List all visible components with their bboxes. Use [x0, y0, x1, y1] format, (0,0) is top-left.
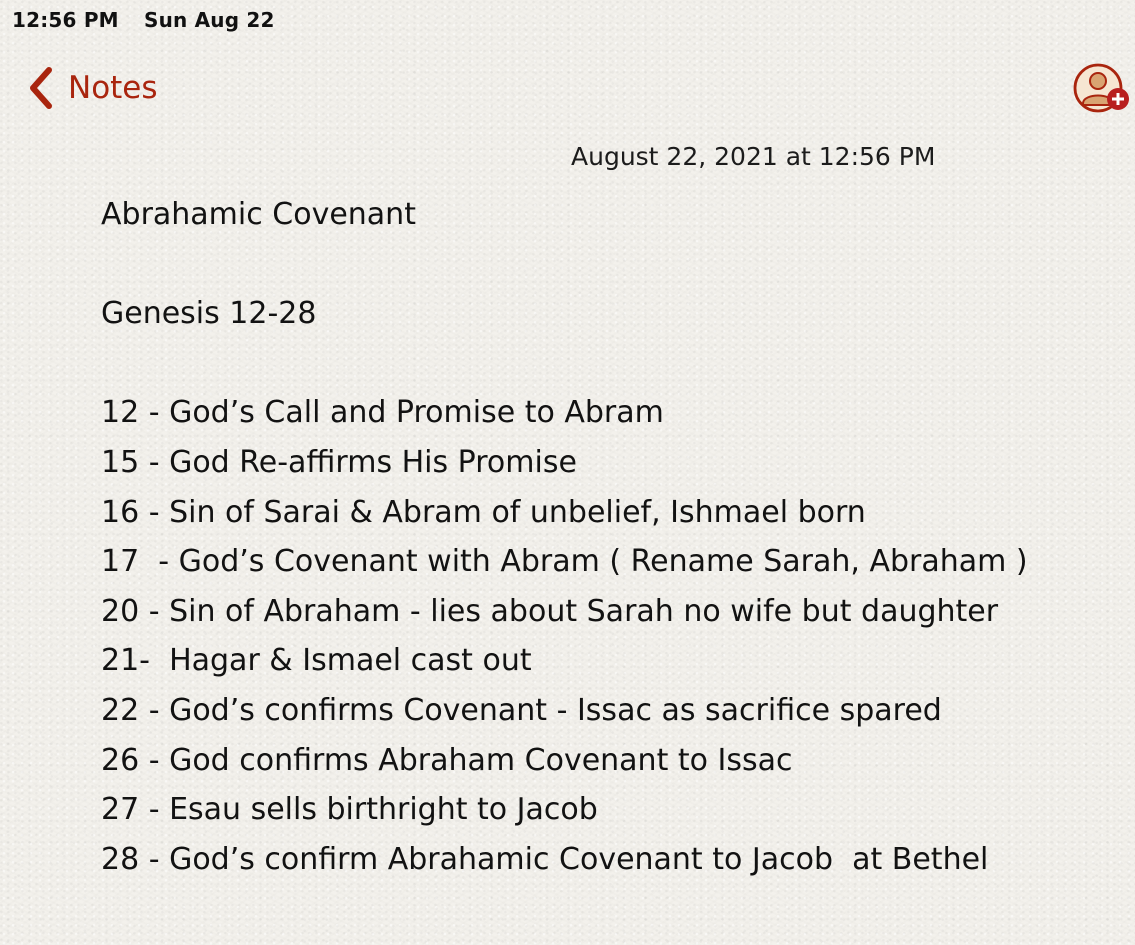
note-line: 22 - God’s confirms Covenant - Issac as sacrifice spared [101, 692, 942, 728]
add-people-button[interactable] [1071, 62, 1131, 118]
status-date: Sun Aug 22 [143, 8, 275, 32]
status-bar [12, 8, 275, 32]
note-title: Abrahamic Covenant [101, 197, 416, 232]
note-reference: Genesis 12-28 [101, 296, 317, 332]
note-line: 20 - Sin of Abraham - lies about Sarah no wife but daughter [101, 593, 999, 629]
blank-line [101, 339, 1121, 389]
blank-line [101, 240, 1121, 290]
note-line: 27 - Esau sells birthright to Jacob [101, 792, 598, 828]
note-line: 16 - Sin of Sarai & Abram of unbelief, Ishmael born [101, 494, 866, 530]
note-line: 17 - God’s Covenant with Abram ( Rename Sarah, Abraham ) [101, 544, 1028, 580]
note-line: 28 - God’s confirm Abrahamic Covenant to Jacob at Bethel [101, 841, 989, 877]
chevron-left-icon [28, 66, 54, 110]
note-line: 21- Hagar & Ismael cast out [101, 643, 532, 679]
note-line: 12 - God’s Call and Promise to Abram [101, 395, 664, 431]
status-time: 12:56 PM [12, 8, 119, 32]
note-line: 26 - God confirms Abraham Covenant to Issac [101, 742, 793, 778]
note-body[interactable] [101, 190, 1121, 884]
back-to-notes-button[interactable] [28, 66, 158, 110]
note-line: 15 - God Re-affirms His Promise [101, 444, 577, 480]
back-button-label: Notes [68, 70, 158, 106]
person-add-icon [1071, 62, 1131, 118]
note-timestamp: August 22, 2021 at 12:56 PM [571, 142, 936, 171]
